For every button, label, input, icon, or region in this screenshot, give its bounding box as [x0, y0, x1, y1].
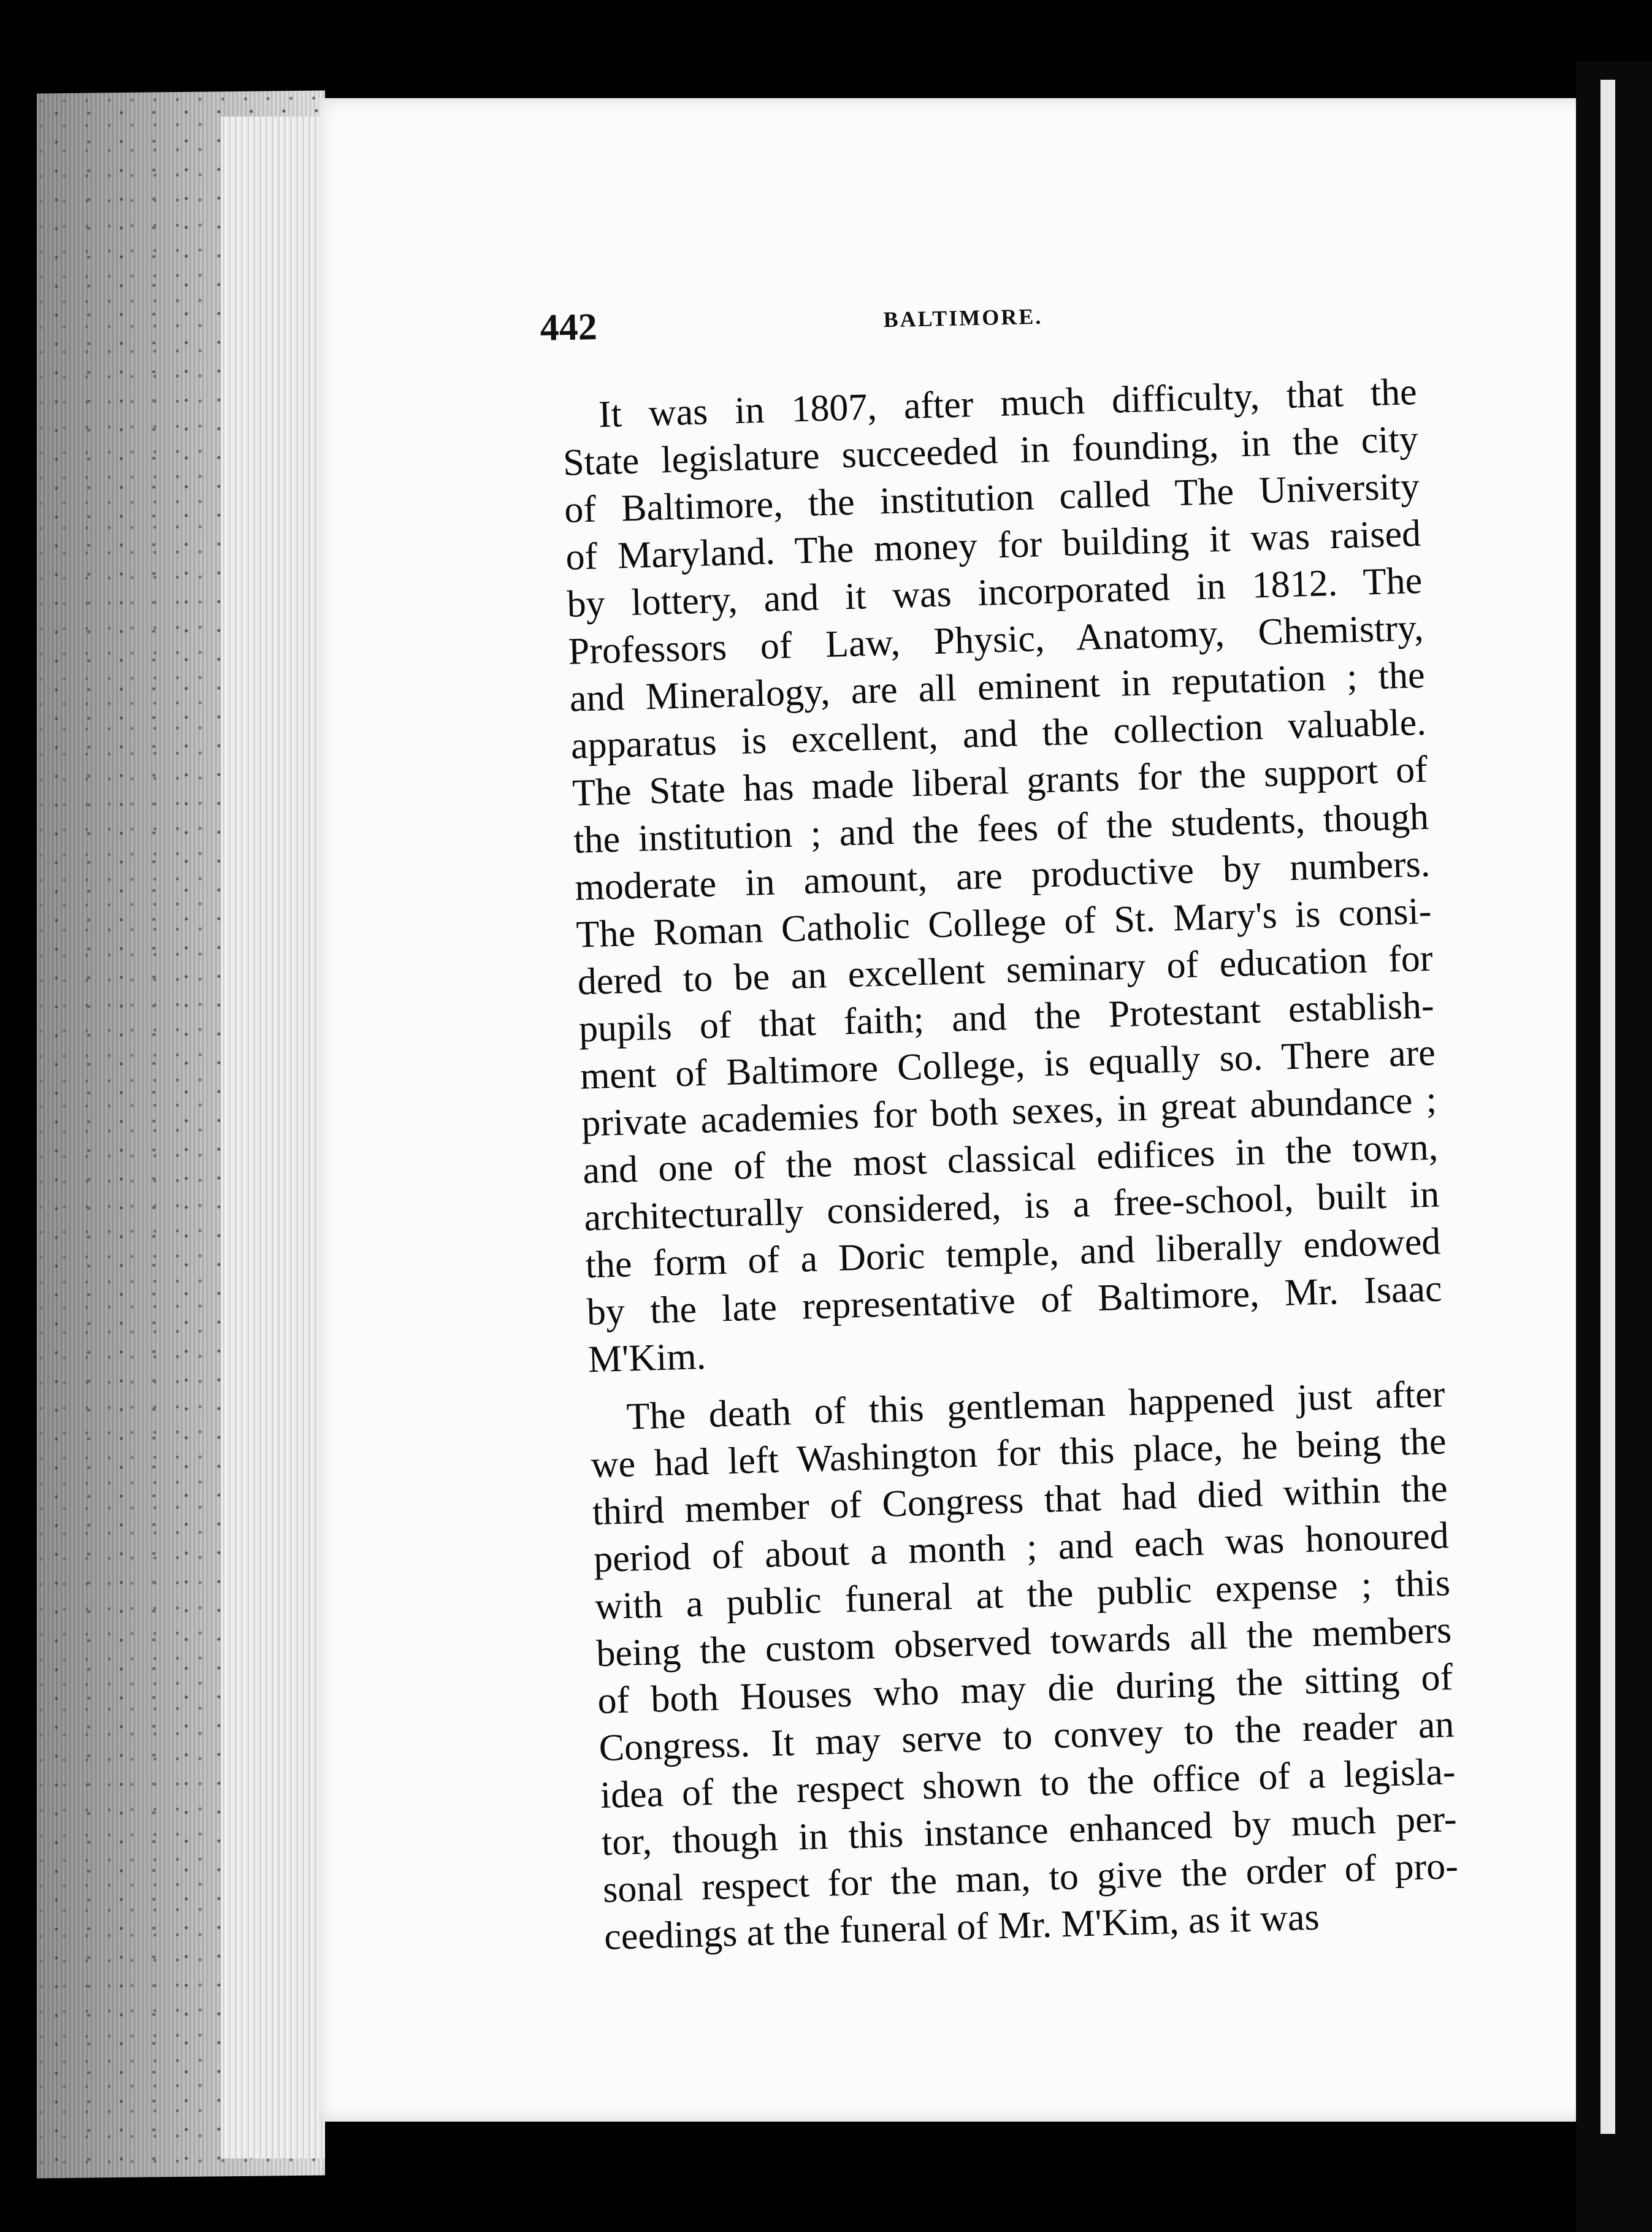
- text-line: by the late representative of Baltimore, Mr. Isaac: [586, 1267, 1443, 1334]
- text-line: of Baltimore, the institution called The University: [564, 465, 1420, 531]
- text-line: apparatus is excellent, and the collection valuable.: [570, 701, 1427, 767]
- text-line: pupils of that faith; and the Protestant establish-: [578, 984, 1435, 1050]
- paragraph-2: [589, 1370, 1460, 1961]
- text-line: architecturally considered, is a free-school, built in: [583, 1173, 1440, 1239]
- body-text: [561, 369, 1460, 1961]
- text-line: the form of a Doric temple, and liberally endowed: [584, 1220, 1442, 1286]
- text-line: idea of the respect shown to the office of a legisla-: [599, 1751, 1456, 1817]
- text-line: and Mineralogy, are all eminent in reputation ; the: [569, 654, 1426, 720]
- text-line: The State has made liberal grants for the support of: [572, 748, 1428, 814]
- text-line: by lottery, and it was incorporated in 1812. The: [566, 559, 1423, 625]
- text-line: we had left Washington for this place, he being the: [590, 1420, 1447, 1486]
- page-number: 442: [540, 306, 598, 349]
- text-line: Congress. It may serve to convey to the reader an: [598, 1703, 1455, 1770]
- text-line: M'Kim.: [587, 1336, 706, 1381]
- paragraph-1: [561, 369, 1444, 1383]
- text-line: Professors of Law, Physic, Anatomy, Chemistry,: [567, 606, 1424, 673]
- book-page-edges-light: [221, 117, 325, 2158]
- adjacent-page-edge: [1600, 80, 1615, 2134]
- text-line: sonal respect for the man, to give the order of pro-: [602, 1845, 1459, 1911]
- text-line: of both Houses who may die during the sitting of: [597, 1656, 1454, 1722]
- text-line: with a public funeral at the public expense ; this: [594, 1562, 1451, 1628]
- text-line: private academies for both sexes, in great abundance ;: [581, 1079, 1437, 1145]
- text-line: ceedings at the funeral of Mr. M'Kim, as it was: [603, 1896, 1320, 1959]
- text-line: third member of Congress that had died within the: [592, 1467, 1448, 1534]
- text-line: tor, though in this instance enhanced by much per-: [601, 1798, 1458, 1864]
- running-head: BALTIMORE.: [883, 304, 1043, 332]
- text-line: ment of Baltimore College, is equally so. There are: [579, 1031, 1436, 1098]
- scan-background-top: [0, 0, 1652, 92]
- text-line: the institution ; and the fees of the students, though: [573, 795, 1429, 862]
- text-line: and one of the most classical edifices in the town,: [582, 1126, 1439, 1192]
- text-line: It was in 1807, after much difficulty, that the: [598, 371, 1418, 436]
- text-line: The Roman Catholic College of St. Mary's is consi-: [575, 890, 1432, 956]
- text-line: of Maryland. The money for building it was raised: [565, 512, 1421, 578]
- text-line: State legislature succeeded in founding, in the city: [562, 418, 1419, 484]
- text-line: dered to be an excellent seminary of education for: [576, 937, 1434, 1003]
- text-line: The death of this gentleman happened just after: [625, 1373, 1446, 1438]
- text-line: period of about a month ; and each was honoured: [593, 1515, 1450, 1581]
- text-line: moderate in amount, are productive by numbers.: [574, 843, 1431, 909]
- text-line: being the custom observed towards all the members: [595, 1609, 1452, 1675]
